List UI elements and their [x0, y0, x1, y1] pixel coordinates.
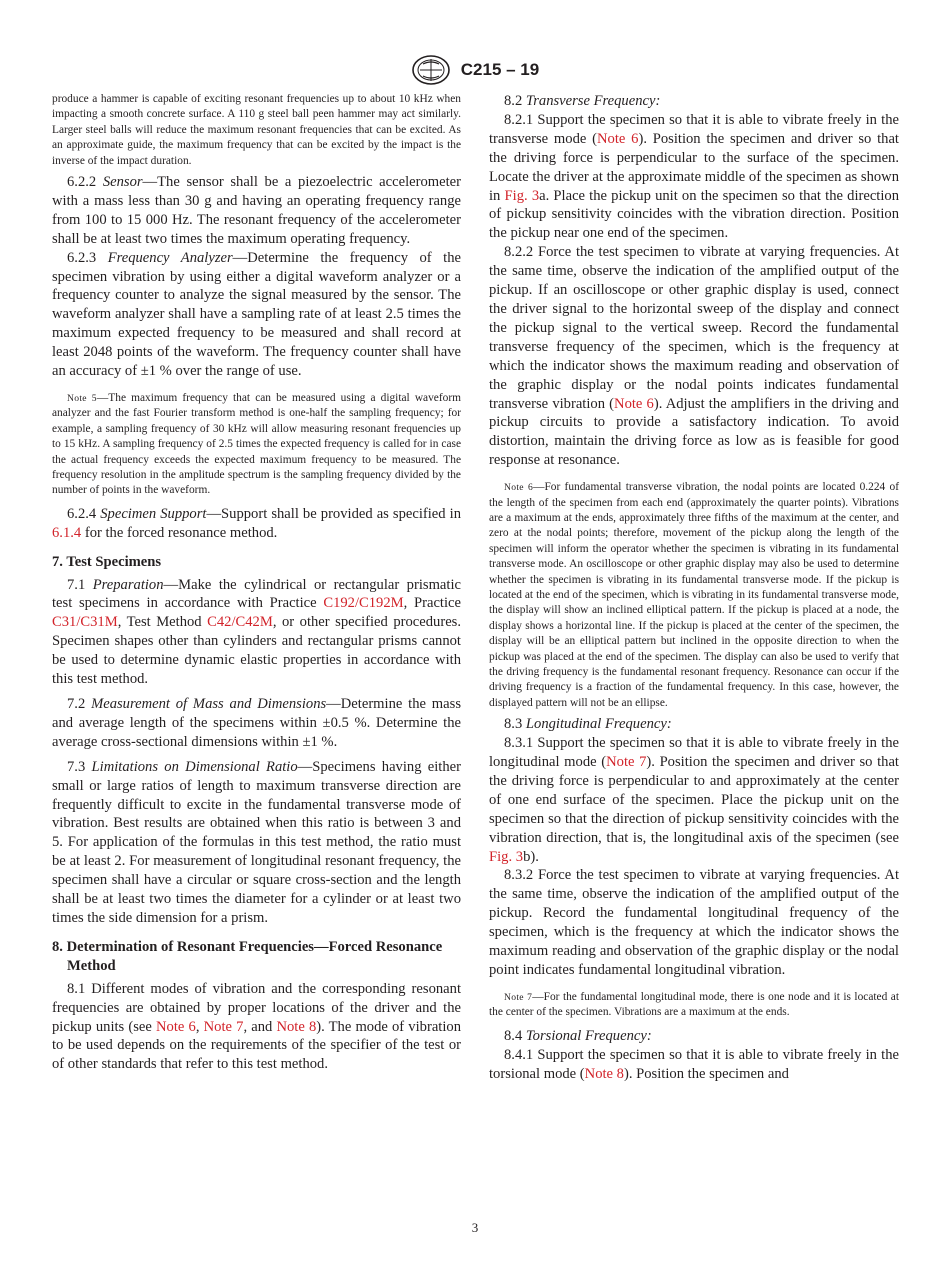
section-text: , or other specified procedures. Specimen shapes other than cylinders and rectangular prisms cannot be used to determine dynamic elastic properties in accordance with this test method. — [52, 614, 461, 688]
section-text: , and — [243, 1018, 277, 1035]
section-title: Specimen Support — [100, 505, 207, 522]
section-number: 8.4 — [504, 1027, 523, 1044]
section-text: 8.3.1 Support the specimen so that it is able to vibrate freely in the longitudinal mode ( — [489, 735, 899, 771]
note-text: —For the fundamental longitudinal mode, there is one node and it is located at the center of the specimen. Vibrations are a maximum at the ends. — [489, 990, 899, 1019]
section-text: , Test Method — [117, 614, 208, 631]
section-text: , Practice — [403, 595, 461, 612]
section-text: a. Place the pickup unit on the specimen so that the direction of pickup sensitivity coincides with the vibration direction. Position the pickup near one end of the specimen. — [489, 187, 900, 242]
document-code: C215 – 19 — [460, 60, 540, 79]
section-8-3 — [489, 715, 899, 734]
link-fig-3[interactable]: Fig. 3 — [504, 187, 540, 204]
section-text: for the forced resonance method. — [81, 524, 278, 541]
section-text: —Make the cylindrical or rectangular prismatic test specimens in accordance with Practice — [52, 576, 461, 612]
section-8-2 — [489, 92, 899, 111]
link-note-8[interactable]: Note 8 — [276, 1018, 317, 1035]
section-text: ). The mode of vibration to be used depends on the requirements of the specifier of the test or of other standards that refer to this test method. — [52, 1018, 461, 1073]
section-text: 8.2.2 Force the test specimen to vibrate at varying frequencies. At the same time, observe the indication of the amplified output of the pickup. If an oscilloscope or other graphic display is used, connect the driver signal to the horizontal sweep of the display and connect the pickup signal to the vertical sweep. Record the fundamental transverse frequency of the specimen, which is the frequency at which the indicator shows the maximum reading and observation of the graphic display or the nodal points indicates fundamental transverse vibration ( — [489, 244, 899, 412]
link-c31[interactable]: C31/C31M — [52, 614, 118, 631]
link-c42[interactable]: C42/C42M — [207, 614, 273, 631]
section-6-2-4 — [52, 505, 461, 543]
section-6-2-2 — [52, 173, 461, 249]
section-text: ). Position the specimen and driver so that the driving force is perpendicular to the surface of the specimen. Locate the driver at the approximate middle of the specimen as shown in — [489, 130, 899, 204]
section-text: 8.1 Different modes of vibration and the corresponding resonant frequencies are obtained by proper locations of the driver and the pickup units (see — [52, 980, 461, 1035]
section-title: Torsional Frequency: — [525, 1027, 652, 1044]
section-text: ). Adjust the amplifiers in the driving and pickup circuits to provide a satisfactory indication. To avoid distortion, maintain the driving force as low as is feasible for good response at resonance. — [489, 395, 899, 469]
link-6-1-4[interactable]: 6.1.4 — [52, 524, 82, 541]
continuation-paragraph: produce a hammer is capable of exciting resonant frequencies up to about 10 kHz when impacting a smooth concrete surface. A 110 g steel ball peen hammer may act similarly. Larger steel balls will reduce the maximum resonant frequencies that can be excited. As an approximate guide, the maximum frequency that can be excited by the impact is the inverse of the impact duration. — [52, 93, 461, 167]
heading-8: 8. Determination of Resonant Frequencies—Forced Resonance Method — [52, 938, 443, 974]
section-8-1 — [52, 980, 461, 1075]
section-number: 8.3 — [504, 716, 523, 733]
section-number: 7.3 — [67, 758, 86, 775]
note-6 — [489, 480, 899, 711]
section-7-3 — [52, 758, 461, 928]
section-text: —Determine the frequency of the specimen vibration by using either a digital waveform analyzer or a frequency counter to analyze the signal measured by the sensor. The waveform analyzer shall have a sampling rate of at least 2.5 times the maximum expected frequency to be measured and shall record at least 2048 points of the waveform. The frequency counter shall have an accuracy of ±1 % over the range of use. — [52, 249, 461, 380]
page-number: 3 — [471, 1220, 479, 1235]
section-8-2-2 — [489, 243, 899, 470]
section-number: 6.2.4 — [67, 505, 97, 522]
note-5 — [52, 391, 461, 499]
link-note-7[interactable]: Note 7 — [203, 1018, 244, 1035]
section-7-1 — [52, 576, 461, 689]
note-label: Note 6 — [504, 482, 534, 494]
section-text: 8.4.1 Support the specimen so that it is able to vibrate freely in the torsional mode ( — [489, 1046, 899, 1082]
right-column — [489, 92, 899, 1083]
section-text: ). Position the specimen and — [623, 1065, 789, 1082]
section-8-3-2: 8.3.2 Force the test specimen to vibrate at varying frequencies. At the same time, observe the indication of the amplified output of the pickup. Record the fundamental longitudinal frequency of the specimen, which is the frequency at which the indicator shows the maximum reading and observation of the graphic display or the nodal point indicates fundamental longitudinal vibration. — [489, 867, 899, 978]
section-text: 8.2.1 Support the specimen so that it is able to vibrate freely in the transverse mode ( — [489, 111, 899, 147]
section-number: 6.2.3 — [67, 249, 97, 266]
section-title: Frequency Analyzer — [107, 249, 233, 266]
section-8-4 — [489, 1027, 899, 1046]
note-7 — [489, 990, 899, 1021]
section-title: Preparation — [92, 576, 164, 593]
section-text: —Determine the mass and average length of the specimens within ±0.5 %. Determine the average cross-sectional dimensions within ±1 %. — [52, 696, 461, 750]
section-text: ). Position the specimen and driver so that the driving force is perpendicular to and approximately at the center of one end surface of the specimen. Place the pickup unit on the specimen so that the direction of pickup sensitivity coincides with the vibration direction, that is, the longitudinal axis of the specimen (see — [489, 754, 899, 846]
link-note-6[interactable]: Note 6 — [614, 395, 654, 412]
section-title: Limitations on Dimensional Ratio — [91, 758, 298, 775]
note-text: —The maximum frequency that can be measured using a digital waveform analyzer and the fast Fourier transform method is one-half the sampling frequency; for example, a sampling frequency of 30 kHz will allow measuring resonant frequencies up to 15 kHz. A sampling frequency of 2.5 times the expected frequency is called for in case the actual frequency exceeds the expected maximum frequency to be measured. The frequency resolution in the amplitude spectrum is the sampling frequency divided by the number of points in the waveform. — [52, 392, 461, 497]
section-6-2-3 — [52, 249, 461, 381]
section-8-2-1 — [489, 111, 899, 243]
link-note-6[interactable]: Note 6 — [156, 1018, 196, 1035]
heading-7: 7. Test Specimens — [52, 553, 162, 570]
section-text: , — [195, 1018, 204, 1035]
section-title: Longitudinal Frequency: — [525, 716, 672, 733]
section-number: 7.2 — [67, 696, 86, 712]
link-c192[interactable]: C192/C192M — [323, 595, 404, 612]
left-column — [52, 92, 461, 1074]
note-text: —For fundamental transverse vibration, the nodal points are located 0.224 of the length of the specimen from each end (approximately the quarter points). Vibrations are a maximum at the ends, approximately three fifths of the maximum at the center, and zero at the nodal points; therefore, movement of the pickup along the length of the specimen will inform the operator whether the specimen is vibrating in its fundamental transverse mode. An oscilloscope or other graphic display may also be used to determine whether the specimen is vibrating in its fundamental transverse mode. If the pickup is located at the end of the specimen, which is vibrating in its fundamental transverse mode, the display will show an inclined elliptical pattern. If the pickup is placed at a node, the display shows a horizontal line. If the pickup is placed at the center of the specimen, the display will be an elliptical pattern but inclined in the opposite direction to when the pickup was placed at the end of the specimen. The display can also be used to verify that the driving frequency is the fundamental resonant frequency. Resonance can occur if the driving frequency is a fraction of the fundamental frequency. In this case, however, the displayed pattern will not be an ellipse. — [489, 481, 899, 709]
link-note-6[interactable]: Note 6 — [597, 130, 639, 147]
section-8-3-1 — [489, 734, 899, 866]
section-7-2 — [52, 695, 461, 752]
section-number: 6.2.2 — [67, 174, 97, 191]
astm-logo-icon — [411, 54, 451, 86]
section-title: Transverse Frequency: — [525, 93, 661, 109]
link-fig-3[interactable]: Fig. 3 — [489, 848, 524, 865]
section-number: 7.1 — [67, 576, 86, 593]
section-text: —The sensor shall be a piezoelectric accelerometer with a mass less than 30 g and having an operating frequency range from 100 to 15 000 Hz. The resonant frequency of the accelerometer shall be at least two times the maximum operating frequency. — [52, 174, 461, 247]
note-label: Note 5 — [67, 393, 97, 404]
link-note-8[interactable]: Note 8 — [584, 1065, 624, 1082]
section-8-4-1 — [489, 1046, 899, 1084]
section-title: Measurement of Mass and Dimensions — [91, 696, 327, 712]
page-header — [0, 54, 950, 86]
section-title: Sensor — [102, 174, 143, 191]
section-number: 8.2 — [504, 93, 523, 109]
note-label: Note 7 — [504, 991, 533, 1003]
section-text: —Specimens having either small or large ratios of length to maximum transverse direction are frequently difficult to excite in the fundamental transverse mode of vibration. Best results are obtained when this ratio is between 3 and 5. For application of the formulas in this test method, the ratio must be at least 2. For measurement of longitudinal resonant frequency, the specimen shall have a circular or square cross-section and the length shall be at least two times the diameter for a cylinder or at least two times the side dimension for a prism. — [52, 758, 461, 926]
link-note-7[interactable]: Note 7 — [606, 754, 647, 771]
section-text: —Support shall be provided as specified in — [206, 505, 461, 522]
section-text: b). — [523, 848, 539, 865]
